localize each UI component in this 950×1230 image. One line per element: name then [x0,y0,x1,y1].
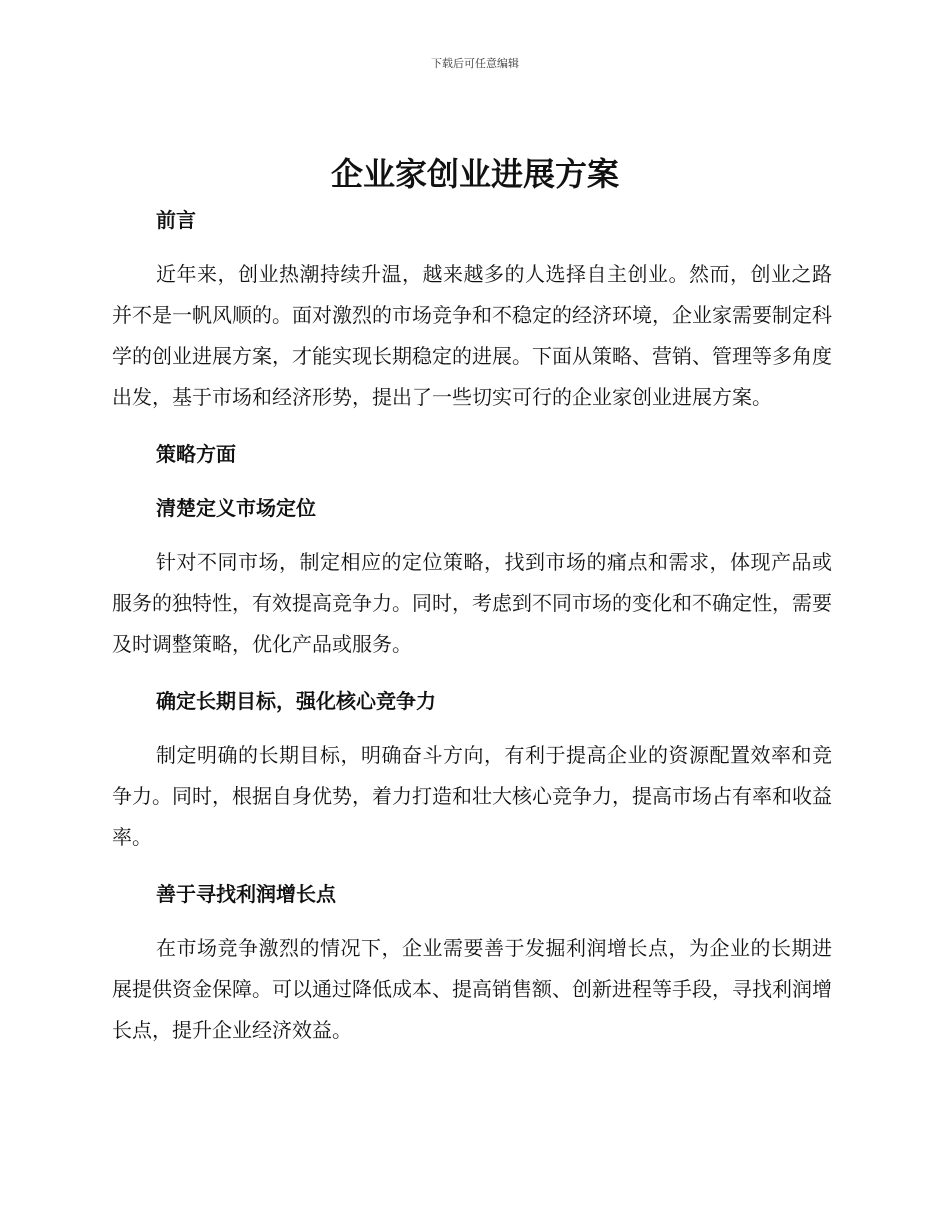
document-title: 企业家创业进展方案 [330,155,619,193]
preface-paragraph: 近年来，创业热潮持续升温，越来越多的人选择自主创业。然而，创业之路并不是一帆风顺的。面对激烈的市场竞争和不稳定的经济环境，企业家需要制定科学的创业进展方案，才能实现长期稳定的进展。下面从策略、营销、管理等多角度出发，基于市场和经济形势，提出了一些切实可行的企业家创业进展方案。 [112,262,832,409]
long-term-goal-paragraph: 制定明确的长期目标，明确奋斗方向，有利于提高企业的资源配置效率和竞争力。同时，根据自身优势，着力打造和壮大核心竞争力，提高市场占有率和收益率。 [112,743,832,849]
market-positioning-heading: 清楚定义市场定位 [156,496,316,520]
strategy-heading: 策略方面 [156,442,236,466]
profit-growth-paragraph: 在市场竞争激烈的情况下，企业需要善于发掘利润增长点，为企业的长期进展提供资金保障。可以通过降低成本、提高销售额、创新进程等手段，寻找利润增长点，提升企业经济效益。 [112,936,832,1042]
page-header-note: 下载后可任意编辑 [431,57,519,70]
profit-growth-heading: 善于寻找利润增长点 [156,882,336,906]
market-positioning-paragraph: 针对不同市场，制定相应的定位策略，找到市场的痛点和需求，体现产品或服务的独特性，有效提高竞争力。同时，考虑到不同市场的变化和不确定性，需要及时调整策略，优化产品或服务。 [112,550,832,656]
long-term-goal-heading: 确定长期目标，强化核心竞争力 [156,689,436,713]
preface-heading: 前言 [156,208,196,232]
document-body [112,200,832,1051]
